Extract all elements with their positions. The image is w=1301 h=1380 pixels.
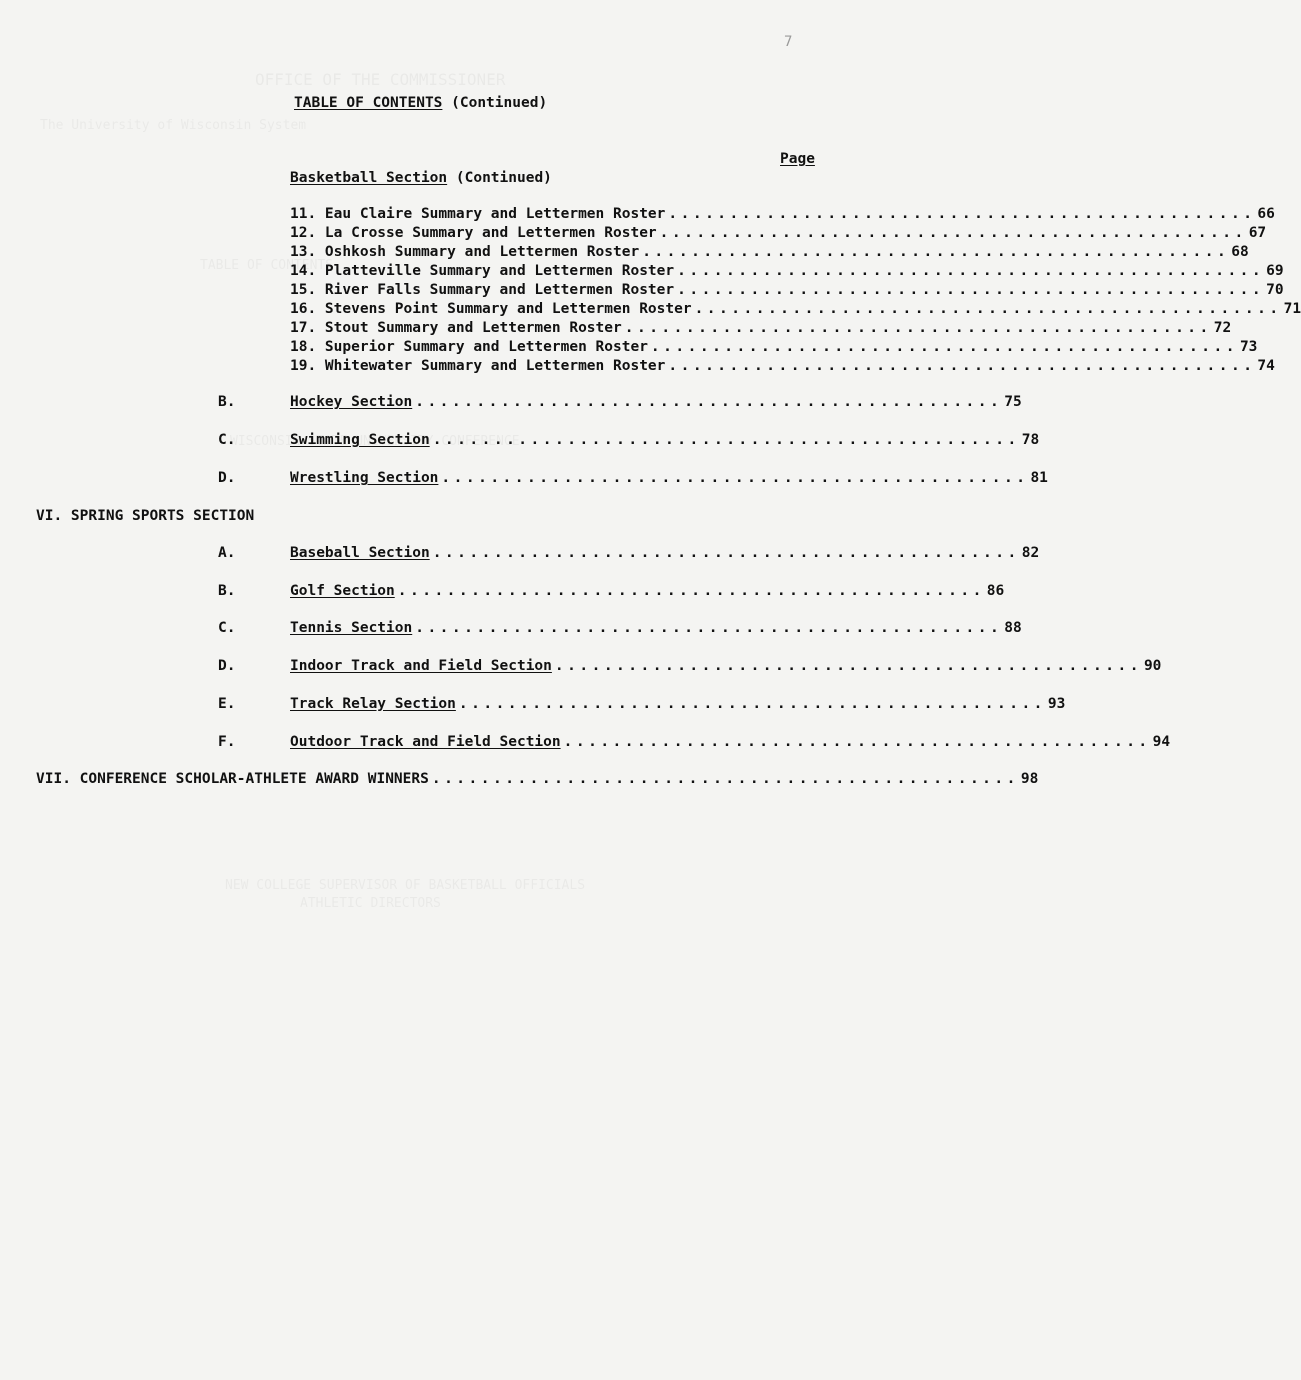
toc-entry [290,358,1275,377]
leader-dots: ................................................ [668,358,1256,374]
toc-entry-label: VII. CONFERENCE SCHOLAR-ATHLETE AWARD WINNERS [36,771,429,787]
section-letter: F. [218,734,236,750]
bleed-line [255,70,505,89]
basketball-heading [290,170,552,186]
bleed-line [300,896,441,911]
toc-entry-page: 67 [1248,225,1267,241]
leader-dots: ................................................ [431,771,1019,787]
toc-entry-indoor-track [290,658,1162,677]
leader-dots: ................................................ [642,244,1230,260]
toc-entry-page: 93 [1047,696,1066,712]
toc-entry-label: 16. Stevens Point Summary and Lettermen Roster [290,301,692,317]
toc-entry-page: 90 [1143,658,1162,674]
toc-entry-label: 13. Oshkosh Summary and Lettermen Roster [290,244,640,260]
section-letter: C. [218,432,236,448]
toc-entry [290,282,1284,301]
leader-dots: ................................................ [624,320,1212,336]
page-title [294,95,547,111]
leader-dots: ................................................ [677,263,1265,279]
toc-entry-label: Tennis Section [290,620,413,636]
toc-entry-label: 17. Stout Summary and Lettermen Roster [290,320,622,336]
leader-dots: ................................................ [458,696,1046,712]
toc-entry-label: Baseball Section [290,545,430,561]
toc-entry [290,320,1232,339]
leader-dots: ................................................ [397,583,985,599]
section-letter: B. [218,583,236,599]
bleed-line [40,118,306,133]
toc-entry-label: 15. River Falls Summary and Lettermen Roster [290,282,675,298]
section-letter: D. [218,658,236,674]
toc-entry-page: 74 [1257,358,1275,374]
section-letter: A. [218,545,236,561]
leader-dots: ................................................ [415,394,1003,410]
toc-entry-scholar-athlete [36,771,1039,790]
toc-entry-page: 73 [1239,339,1258,355]
spring-sports-heading: VI. SPRING SPORTS SECTION [36,508,255,524]
toc-entry [290,301,1301,320]
toc-entry-label: 18. Superior Summary and Lettermen Roster [290,339,648,355]
toc-entry-golf [290,583,1005,602]
title-text: TABLE OF CONTENTS [294,95,443,111]
toc-entry-baseball [290,545,1040,564]
toc-entry-page: 98 [1020,771,1039,787]
leader-dots: ................................................ [415,620,1003,636]
section-letter: D. [218,470,236,486]
leader-dots: ................................................ [650,339,1238,355]
toc-entry-label: Wrestling Section [290,470,439,486]
toc-entry-page: 71 [1283,301,1301,317]
toc-entry [290,206,1275,225]
leader-dots: ................................................ [659,225,1247,241]
toc-entry [290,339,1258,358]
toc-entry [290,225,1267,244]
leader-dots: ................................................ [432,432,1020,448]
toc-entry-label: 11. Eau Claire Summary and Lettermen Roster [290,206,666,222]
toc-entry-page: 72 [1213,320,1232,336]
section-letter: E. [218,696,236,712]
basketball-heading-text: Basketball Section [290,170,448,186]
toc-entry-page: 69 [1266,263,1284,279]
toc-entry-page: 66 [1257,206,1275,222]
toc-entry-label: 12. La Crosse Summary and Lettermen Roster [290,225,657,241]
toc-entry-wrestling [290,470,1048,489]
toc-entry-page: 88 [1004,620,1022,636]
toc-entry-hockey [290,394,1022,413]
toc-entry-page: 75 [1004,394,1022,410]
toc-entry-label: Track Relay Section [290,696,456,712]
leader-dots: ................................................ [432,545,1020,561]
toc-entry-label: Hockey Section [290,394,413,410]
toc-entry-page: 82 [1021,545,1040,561]
leader-dots: ................................................ [677,282,1265,298]
toc-entry-page: 68 [1231,244,1249,260]
leader-dots: ................................................ [694,301,1282,317]
toc-entry-label: Swimming Section [290,432,430,448]
toc-entry-page: 78 [1021,432,1040,448]
leader-dots: ................................................ [441,470,1029,486]
toc-entry [290,244,1249,263]
bleed-line [225,878,585,893]
toc-entry-page: 70 [1266,282,1284,298]
leader-dots: ................................................ [563,734,1151,750]
toc-entry-page: 94 [1152,734,1171,750]
toc-entry-label: Indoor Track and Field Section [290,658,552,674]
toc-entry-page: 81 [1030,470,1048,486]
toc-entry-label: Golf Section [290,583,395,599]
title-suffix: (Continued) [451,95,548,111]
toc-entry-label: Outdoor Track and Field Section [290,734,561,750]
toc-entry-label: 19. Whitewater Summary and Lettermen Roster [290,358,666,374]
toc-entry-page: 86 [986,583,1005,599]
toc-entry-tennis [290,620,1022,639]
toc-entry-swimming [290,432,1040,451]
leader-dots: ................................................ [554,658,1142,674]
basketball-heading-suffix: (Continued) [455,170,552,186]
leader-dots: ................................................ [668,206,1256,222]
section-letter: B. [218,394,236,410]
toc-entry-track-relay [290,696,1066,715]
toc-entry-outdoor-track [290,734,1171,753]
toc-entry [290,263,1284,282]
page-number: 7 [784,34,793,50]
toc-entry-label: 14. Platteville Summary and Lettermen Roster [290,263,675,279]
section-letter: C. [218,620,236,636]
page-column-label: Page [780,151,815,167]
